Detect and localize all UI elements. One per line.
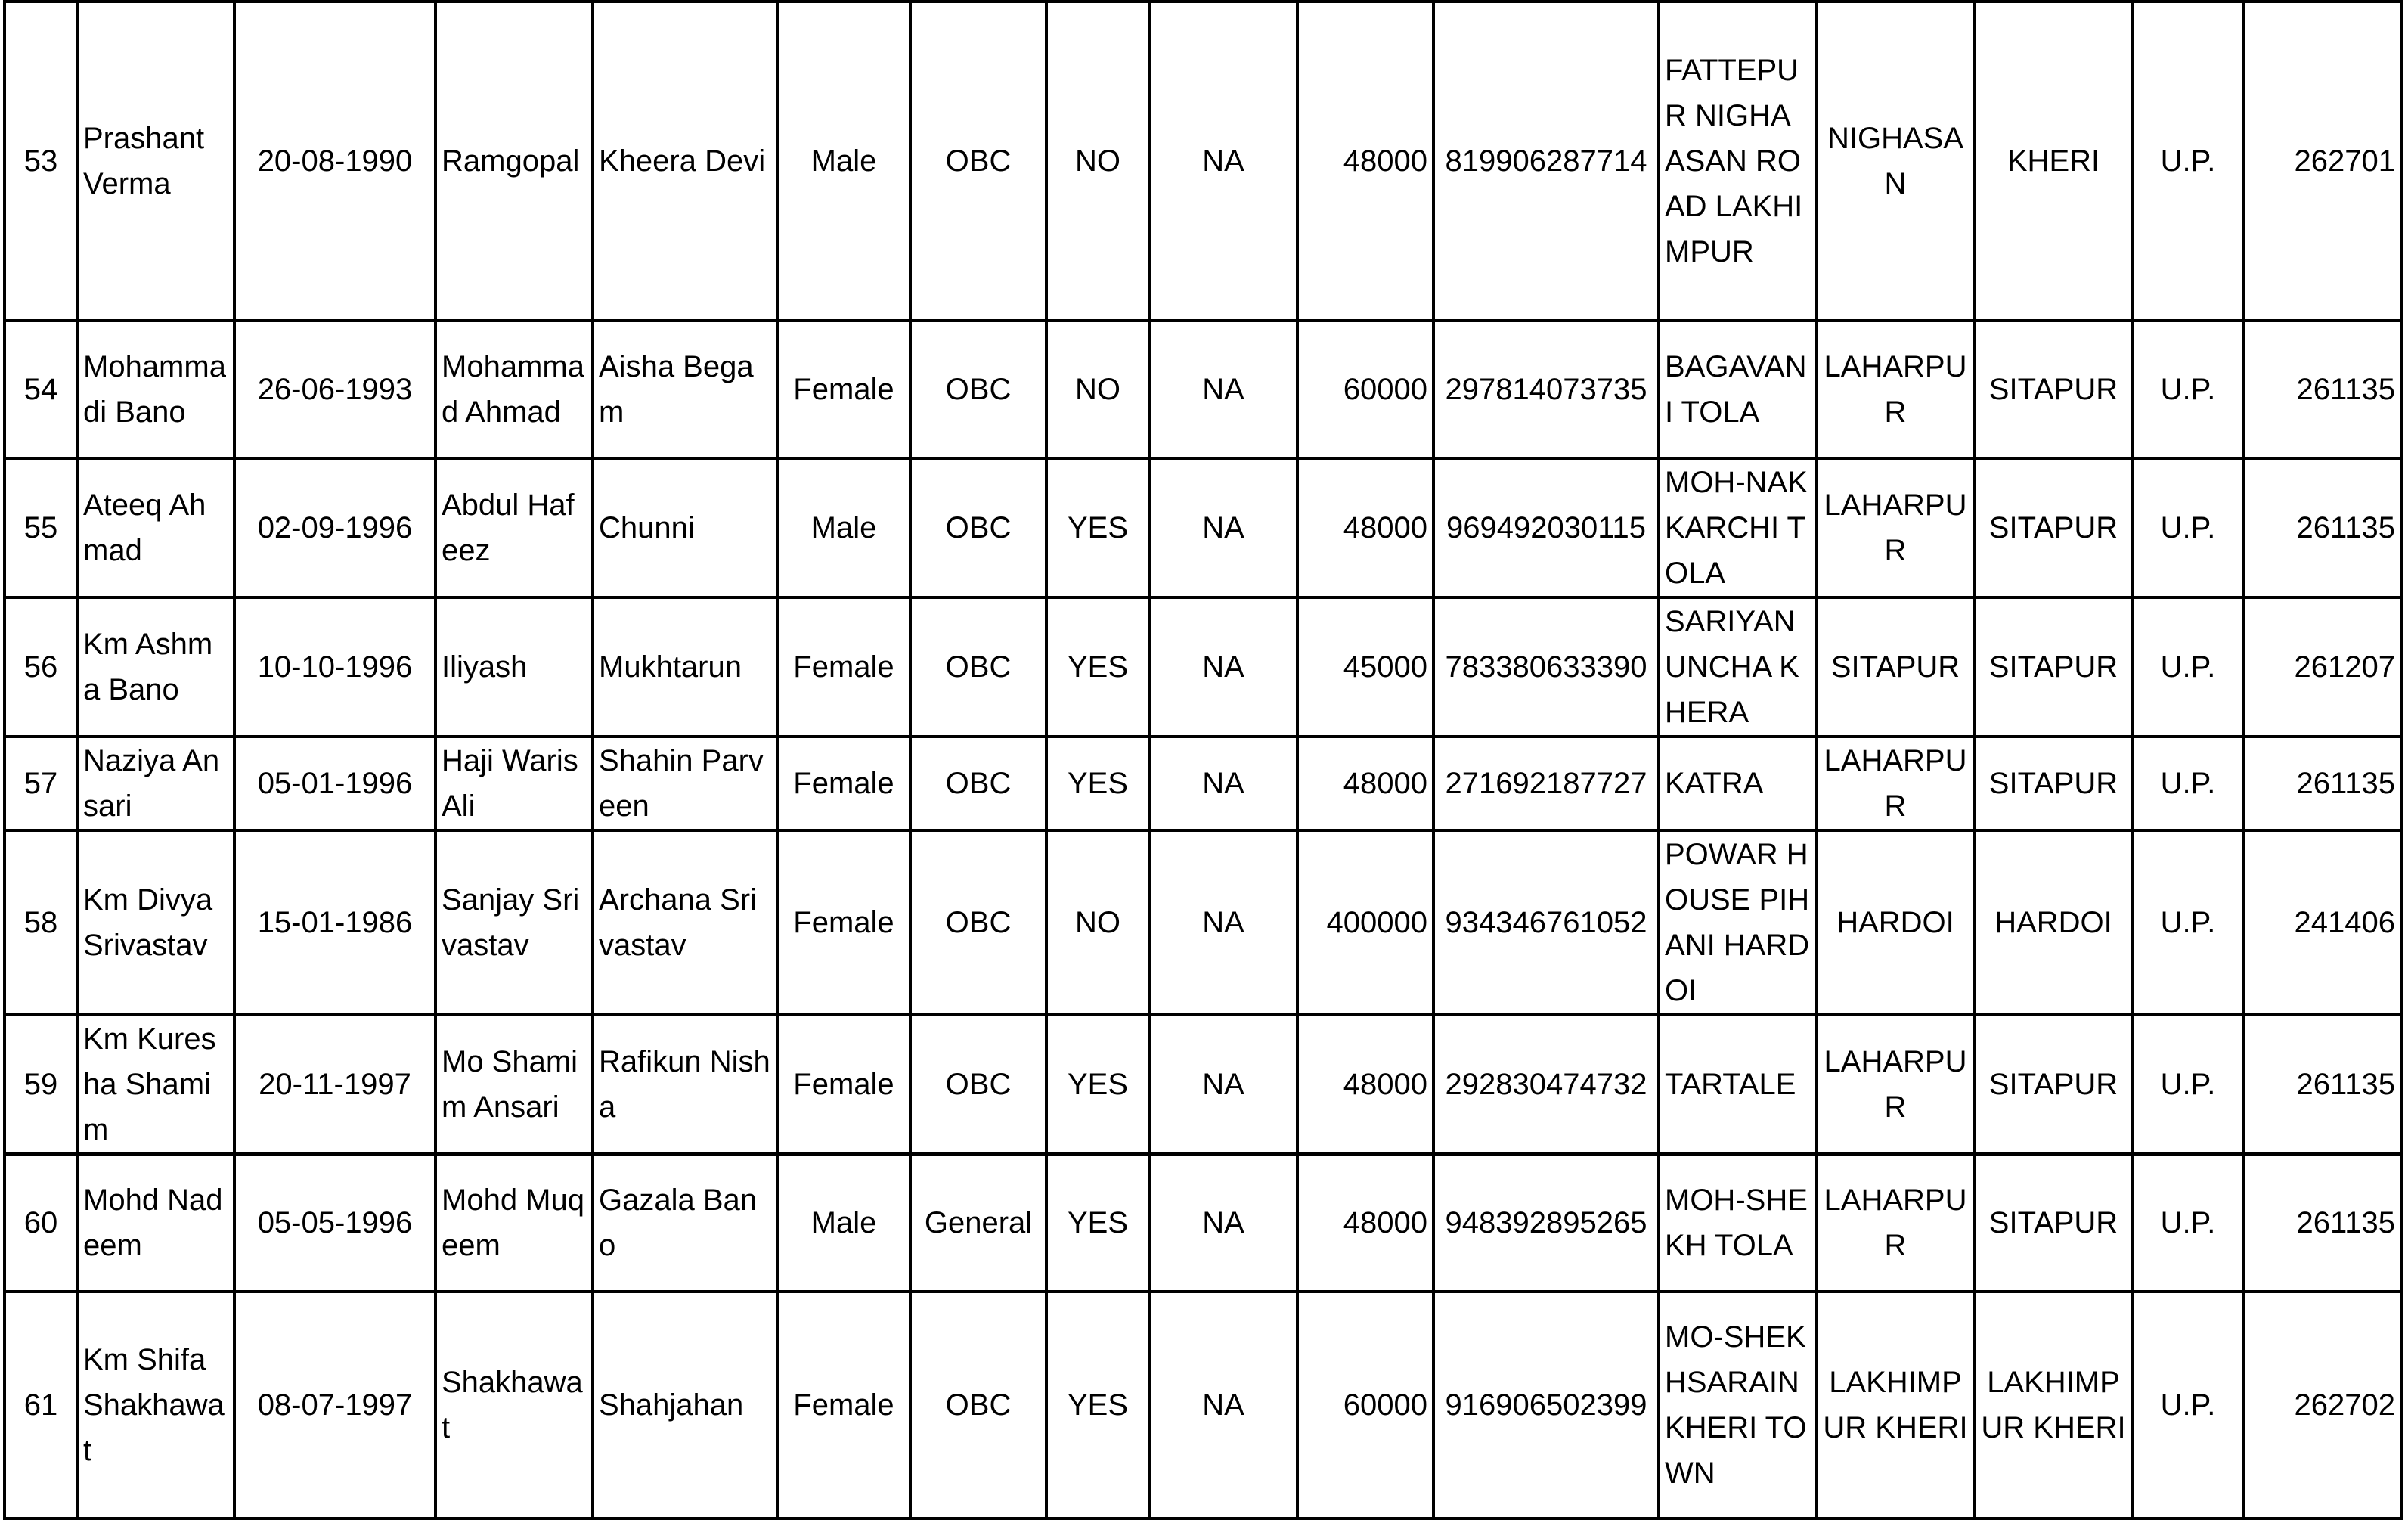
table-body xyxy=(5,2,2401,1518)
address-cell: BAGAVANI TOLA xyxy=(1659,321,1816,458)
category-cell: OBC xyxy=(910,2,1046,321)
gender-cell: Female xyxy=(777,597,910,737)
serial-number-cell: 57 xyxy=(5,737,77,830)
father-name-cell: Mo Shamim Ansari xyxy=(435,1015,593,1154)
address-cell: POWAR HOUSE PIHANI HARDOI xyxy=(1659,830,1816,1015)
father-name-cell: Haji Waris Ali xyxy=(435,737,593,830)
category-cell: OBC xyxy=(910,1015,1046,1154)
minority-cell: YES xyxy=(1046,737,1149,830)
handicap-cell: NA xyxy=(1149,597,1297,737)
aadhaar-cell: 297814073735 xyxy=(1433,321,1659,458)
handicap-cell: NA xyxy=(1149,2,1297,321)
city-cell: LAHARPUR xyxy=(1816,1154,1975,1292)
mother-name-cell: Shahin Parveen xyxy=(593,737,777,830)
address-cell: MO-SHEKHSARAIN KHERI TOWN xyxy=(1659,1292,1816,1518)
handicap-cell: NA xyxy=(1149,737,1297,830)
date-of-birth-cell: 10-10-1996 xyxy=(234,597,435,737)
father-name-cell: Ramgopal xyxy=(435,2,593,321)
district-cell: SITAPUR xyxy=(1975,321,2132,458)
aadhaar-cell: 916906502399 xyxy=(1433,1292,1659,1518)
district-cell: SITAPUR xyxy=(1975,458,2132,597)
mother-name-cell: Mukhtarun xyxy=(593,597,777,737)
aadhaar-cell: 948392895265 xyxy=(1433,1154,1659,1292)
state-cell: U.P. xyxy=(2132,1015,2244,1154)
pincode-cell: 261135 xyxy=(2244,321,2401,458)
mother-name-cell: Kheera Devi xyxy=(593,2,777,321)
category-cell: General xyxy=(910,1154,1046,1292)
minority-cell: YES xyxy=(1046,597,1149,737)
mother-name-cell: Chunni xyxy=(593,458,777,597)
income-cell: 48000 xyxy=(1297,1154,1433,1292)
handicap-cell: NA xyxy=(1149,458,1297,597)
serial-number-cell: 60 xyxy=(5,1154,77,1292)
district-cell: HARDOI xyxy=(1975,830,2132,1015)
handicap-cell: NA xyxy=(1149,1292,1297,1518)
father-name-cell: Abdul Hafeez xyxy=(435,458,593,597)
pincode-cell: 262701 xyxy=(2244,2,2401,321)
gender-cell: Male xyxy=(777,1154,910,1292)
date-of-birth-cell: 20-11-1997 xyxy=(234,1015,435,1154)
city-cell: SITAPUR xyxy=(1816,597,1975,737)
handicap-cell: NA xyxy=(1149,1015,1297,1154)
serial-number-cell: 55 xyxy=(5,458,77,597)
student-name-cell: Km Kuresha Shamim xyxy=(77,1015,234,1154)
serial-number-cell: 54 xyxy=(5,321,77,458)
city-cell: HARDOI xyxy=(1816,830,1975,1015)
table-row xyxy=(5,321,2401,458)
income-cell: 60000 xyxy=(1297,321,1433,458)
address-cell: FATTEPUR NIGHAASAN ROAD LAKHIMPUR xyxy=(1659,2,1816,321)
category-cell: OBC xyxy=(910,830,1046,1015)
table-row xyxy=(5,2,2401,321)
date-of-birth-cell: 02-09-1996 xyxy=(234,458,435,597)
date-of-birth-cell: 26-06-1993 xyxy=(234,321,435,458)
address-cell: MOH-SHEKH TOLA xyxy=(1659,1154,1816,1292)
date-of-birth-cell: 20-08-1990 xyxy=(234,2,435,321)
category-cell: OBC xyxy=(910,597,1046,737)
district-cell: SITAPUR xyxy=(1975,597,2132,737)
pincode-cell: 261135 xyxy=(2244,1154,2401,1292)
minority-cell: YES xyxy=(1046,1015,1149,1154)
table-row xyxy=(5,458,2401,597)
student-name-cell: Km Shifa Shakhawat xyxy=(77,1292,234,1518)
state-cell: U.P. xyxy=(2132,1292,2244,1518)
minority-cell: NO xyxy=(1046,2,1149,321)
gender-cell: Male xyxy=(777,458,910,597)
father-name-cell: Iliyash xyxy=(435,597,593,737)
student-name-cell: Mohd Nadeem xyxy=(77,1154,234,1292)
table-row xyxy=(5,830,2401,1015)
gender-cell: Male xyxy=(777,2,910,321)
date-of-birth-cell: 05-01-1996 xyxy=(234,737,435,830)
student-name-cell: Prashant Verma xyxy=(77,2,234,321)
handicap-cell: NA xyxy=(1149,830,1297,1015)
mother-name-cell: Rafikun Nisha xyxy=(593,1015,777,1154)
district-cell: SITAPUR xyxy=(1975,737,2132,830)
student-name-cell: Naziya Ansari xyxy=(77,737,234,830)
state-cell: U.P. xyxy=(2132,1154,2244,1292)
minority-cell: YES xyxy=(1046,1292,1149,1518)
gender-cell: Female xyxy=(777,321,910,458)
pincode-cell: 261135 xyxy=(2244,737,2401,830)
serial-number-cell: 58 xyxy=(5,830,77,1015)
income-cell: 400000 xyxy=(1297,830,1433,1015)
aadhaar-cell: 783380633390 xyxy=(1433,597,1659,737)
city-cell: LAHARPUR xyxy=(1816,458,1975,597)
table-row xyxy=(5,1154,2401,1292)
student-name-cell: Ateeq Ahmad xyxy=(77,458,234,597)
pincode-cell: 261135 xyxy=(2244,458,2401,597)
date-of-birth-cell: 08-07-1997 xyxy=(234,1292,435,1518)
district-cell: KHERI xyxy=(1975,2,2132,321)
category-cell: OBC xyxy=(910,321,1046,458)
table-row xyxy=(5,1292,2401,1518)
date-of-birth-cell: 15-01-1986 xyxy=(234,830,435,1015)
pincode-cell: 262702 xyxy=(2244,1292,2401,1518)
aadhaar-cell: 819906287714 xyxy=(1433,2,1659,321)
gender-cell: Female xyxy=(777,830,910,1015)
income-cell: 48000 xyxy=(1297,737,1433,830)
state-cell: U.P. xyxy=(2132,2,2244,321)
pincode-cell: 261135 xyxy=(2244,1015,2401,1154)
student-name-cell: Km Ashma Bano xyxy=(77,597,234,737)
state-cell: U.P. xyxy=(2132,737,2244,830)
student-name-cell: Mohammadi Bano xyxy=(77,321,234,458)
aadhaar-cell: 934346761052 xyxy=(1433,830,1659,1015)
address-cell: KATRA xyxy=(1659,737,1816,830)
mother-name-cell: Gazala Bano xyxy=(593,1154,777,1292)
district-cell: LAKHIMPUR KHERI xyxy=(1975,1292,2132,1518)
aadhaar-cell: 969492030115 xyxy=(1433,458,1659,597)
handicap-cell: NA xyxy=(1149,1154,1297,1292)
city-cell: LAHARPUR xyxy=(1816,1015,1975,1154)
minority-cell: NO xyxy=(1046,830,1149,1015)
state-cell: U.P. xyxy=(2132,597,2244,737)
table-row xyxy=(5,597,2401,737)
city-cell: LAHARPUR xyxy=(1816,321,1975,458)
gender-cell: Female xyxy=(777,737,910,830)
income-cell: 48000 xyxy=(1297,2,1433,321)
minority-cell: YES xyxy=(1046,1154,1149,1292)
income-cell: 48000 xyxy=(1297,458,1433,597)
city-cell: LAKHIMPUR KHERI xyxy=(1816,1292,1975,1518)
student-name-cell: Km Divya Srivastav xyxy=(77,830,234,1015)
aadhaar-cell: 271692187727 xyxy=(1433,737,1659,830)
income-cell: 45000 xyxy=(1297,597,1433,737)
serial-number-cell: 61 xyxy=(5,1292,77,1518)
handicap-cell: NA xyxy=(1149,321,1297,458)
address-cell: TARTALE xyxy=(1659,1015,1816,1154)
income-cell: 48000 xyxy=(1297,1015,1433,1154)
income-cell: 60000 xyxy=(1297,1292,1433,1518)
student-records-table xyxy=(3,0,2403,1520)
category-cell: OBC xyxy=(910,1292,1046,1518)
father-name-cell: Mohammad Ahmad xyxy=(435,321,593,458)
pincode-cell: 241406 xyxy=(2244,830,2401,1015)
minority-cell: NO xyxy=(1046,321,1149,458)
mother-name-cell: Shahjahan xyxy=(593,1292,777,1518)
father-name-cell: Shakhawat xyxy=(435,1292,593,1518)
category-cell: OBC xyxy=(910,737,1046,830)
minority-cell: YES xyxy=(1046,458,1149,597)
state-cell: U.P. xyxy=(2132,458,2244,597)
mother-name-cell: Aisha Begam xyxy=(593,321,777,458)
father-name-cell: Sanjay Srivastav xyxy=(435,830,593,1015)
father-name-cell: Mohd Muqeem xyxy=(435,1154,593,1292)
pincode-cell: 261207 xyxy=(2244,597,2401,737)
serial-number-cell: 59 xyxy=(5,1015,77,1154)
serial-number-cell: 53 xyxy=(5,2,77,321)
state-cell: U.P. xyxy=(2132,321,2244,458)
city-cell: NIGHASAN xyxy=(1816,2,1975,321)
district-cell: SITAPUR xyxy=(1975,1015,2132,1154)
gender-cell: Female xyxy=(777,1292,910,1518)
state-cell: U.P. xyxy=(2132,830,2244,1015)
gender-cell: Female xyxy=(777,1015,910,1154)
serial-number-cell: 56 xyxy=(5,597,77,737)
date-of-birth-cell: 05-05-1996 xyxy=(234,1154,435,1292)
address-cell: MOH-NAKKARCHI TOLA xyxy=(1659,458,1816,597)
aadhaar-cell: 292830474732 xyxy=(1433,1015,1659,1154)
table-row xyxy=(5,737,2401,830)
city-cell: LAHARPUR xyxy=(1816,737,1975,830)
mother-name-cell: Archana Srivastav xyxy=(593,830,777,1015)
table-row xyxy=(5,1015,2401,1154)
district-cell: SITAPUR xyxy=(1975,1154,2132,1292)
address-cell: SARIYAN UNCHA KHERA xyxy=(1659,597,1816,737)
category-cell: OBC xyxy=(910,458,1046,597)
